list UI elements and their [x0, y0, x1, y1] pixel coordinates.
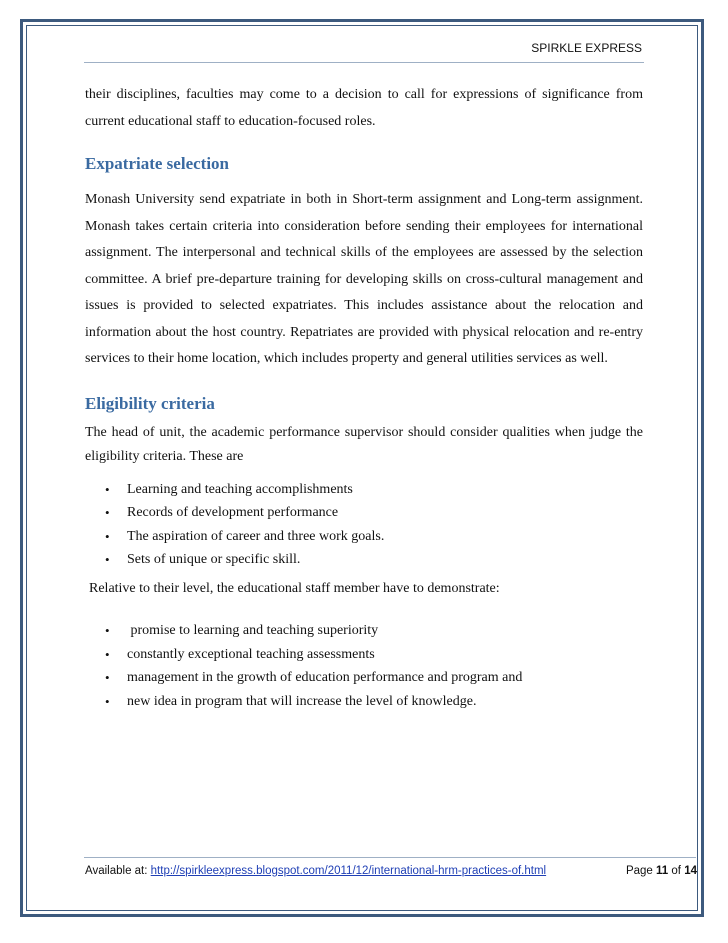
demonstrate-intro: Relative to their level, the educational staff member have to demonstrate:	[89, 580, 500, 596]
bullet-icon: •	[105, 481, 110, 497]
demonstrate-list	[85, 619, 643, 713]
bullet-icon: •	[105, 646, 110, 662]
list-item: • Sets of unique or specific skill.	[85, 548, 643, 572]
source-link[interactable]: http://spirkleexpress.blogspot.com/2011/12/international-hrm-practices-of.html	[150, 865, 547, 877]
expatriate-paragraph: Monash University send expatriate in both in Short-term assignment and Long-term assignment. Monash takes certain criteria into consideration before sending their employees for international assignment. The interpersonal and technical skills of the employees are assessed by the selection committee. A brief pre-departure training for developing skills on cross-cultural management and issues is provided to selected expatriates. This includes assistance about the relocation and information about the host country. Repatriates are provided with physical relocation and re-entry services to their home location, which includes property and general utilities services as well.	[85, 192, 643, 366]
intro-paragraph: their disciplines, faculties may come to a decision to call for expressions of significance from current educational staff to education-focused roles.	[85, 87, 643, 129]
bullet-icon: •	[105, 623, 110, 638]
heading-expatriate-selection: Expatriate selection	[85, 154, 229, 173]
bullet-icon: •	[105, 552, 110, 567]
footer-available-label: Available at:	[85, 865, 148, 877]
current-page: 11	[656, 865, 669, 877]
page-footer	[85, 865, 697, 877]
list-item: • management in the growth of education performance and program and	[85, 666, 643, 690]
bullet-icon: •	[105, 693, 110, 709]
footer-divider	[84, 857, 696, 858]
list-item: • Learning and teaching accomplishments	[85, 478, 643, 502]
criteria-list	[85, 478, 643, 572]
heading-eligibility-criteria: Eligibility criteria	[85, 393, 215, 413]
bullet-icon: •	[105, 528, 110, 544]
header-title: SPIRKLE EXPRESS	[531, 41, 642, 55]
list-item: • new idea in program that will increase the level of knowledge.	[85, 690, 643, 714]
document-body	[85, 82, 643, 713]
total-pages: 14	[684, 865, 697, 877]
header-divider	[84, 62, 644, 63]
bullet-icon: •	[105, 670, 110, 685]
bullet-icon: •	[105, 505, 110, 520]
list-item: • Records of development performance	[85, 501, 643, 525]
eligibility-paragraph: The head of unit, the academic performance supervisor should consider qualities when judge the eligibility criteria. These are	[85, 424, 643, 464]
list-item: • constantly exceptional teaching assessments	[85, 643, 643, 667]
page-number: Page 11 of 14	[625, 865, 697, 877]
list-item: • promise to learning and teaching superiority	[85, 619, 643, 643]
list-item: • The aspiration of career and three work goals.	[85, 525, 643, 549]
